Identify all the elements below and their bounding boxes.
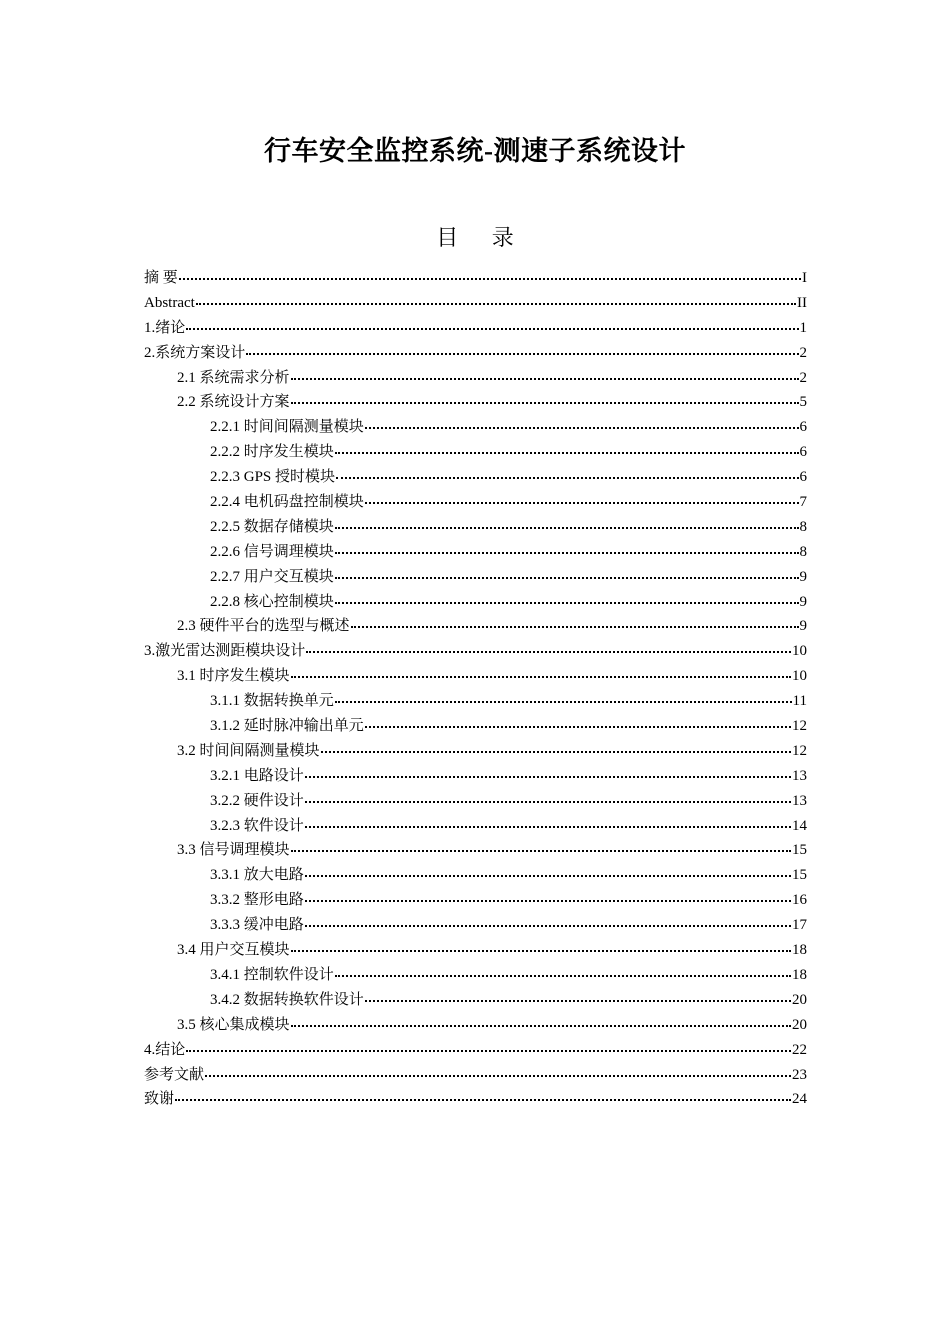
toc-entry-label: 2.2.1 时间间隔测量模块 — [210, 419, 364, 436]
toc-entry-label: 3.1.2 延时脉冲输出单元 — [210, 718, 364, 735]
toc-entry-label: 参考文献 — [144, 1066, 205, 1083]
toc-entry-page-number: 20 — [792, 991, 807, 1008]
toc-entry-page-number: 9 — [799, 593, 807, 610]
toc-entry-label: 3.激光雷达测距模块设计 — [144, 643, 306, 660]
toc-entry[interactable] — [144, 838, 807, 863]
toc-dot-leader — [186, 314, 798, 330]
toc-entry[interactable] — [144, 590, 807, 615]
toc-entry-page-number: 16 — [792, 892, 807, 909]
toc-dot-leader — [291, 388, 799, 404]
toc-entry-page-number: 2 — [799, 369, 807, 386]
toc-entry[interactable] — [144, 739, 807, 764]
toc-entry-label: 2.系统方案设计 — [144, 344, 246, 361]
toc-entry[interactable] — [144, 789, 807, 814]
toc-dot-leader — [335, 513, 799, 529]
toc-dot-leader — [179, 264, 801, 280]
toc-entry-label: 3.4.2 数据转换软件设计 — [210, 991, 364, 1008]
toc-dot-leader — [291, 364, 799, 380]
toc-entry-label: 2.2.4 电机码盘控制模块 — [210, 494, 364, 511]
toc-entry-label: 3.3 信号调理模块 — [177, 842, 290, 859]
toc-entry-label: 1.绪论 — [144, 319, 186, 336]
toc-entry-page-number: 6 — [799, 469, 807, 486]
toc-entry-label: 2.2.3 GPS 授时模块 — [210, 469, 336, 486]
toc-dot-leader — [305, 812, 791, 828]
toc-dot-leader — [335, 538, 799, 554]
toc-entry-page-number: 24 — [792, 1091, 807, 1108]
toc-entry-page-number: 2 — [799, 344, 807, 361]
toc-entry[interactable] — [144, 266, 807, 291]
toc-dot-leader — [175, 1085, 791, 1101]
toc-entry[interactable] — [144, 316, 807, 341]
toc-entry-label: 4.结论 — [144, 1041, 186, 1058]
toc-dot-leader — [291, 662, 791, 678]
toc-entry-page-number: 9 — [799, 568, 807, 585]
toc-entry-label: 3.2.2 硬件设计 — [210, 792, 304, 809]
toc-entry-label: 2.1 系统需求分析 — [177, 369, 290, 386]
toc-dot-leader — [306, 637, 791, 653]
toc-entry-label: 3.2.3 软件设计 — [210, 817, 304, 834]
toc-entry-page-number: 10 — [792, 643, 807, 660]
toc-dot-leader — [291, 836, 791, 852]
toc-entry[interactable] — [144, 341, 807, 366]
toc-entry-page-number: 18 — [792, 966, 807, 983]
toc-entry-page-number: 1 — [799, 319, 807, 336]
toc-heading: 目 录 — [436, 225, 528, 250]
toc-dot-leader — [305, 911, 791, 927]
toc-entry-page-number: II — [797, 294, 807, 311]
toc-entry[interactable] — [144, 689, 807, 714]
toc-entry-page-number: 6 — [799, 444, 807, 461]
document-title: 行车安全监控系统-测速子系统设计 — [264, 136, 686, 166]
toc-entry-label: 3.3.3 缓冲电路 — [210, 917, 304, 934]
toc-entry[interactable] — [144, 714, 807, 739]
toc-entry-label: 2.2.2 时序发生模块 — [210, 444, 334, 461]
toc-entry-label: Abstract — [144, 294, 195, 311]
toc-entry[interactable] — [144, 540, 807, 565]
toc-dot-leader — [291, 936, 791, 952]
toc-entry-page-number: 10 — [792, 668, 807, 685]
toc-entry[interactable] — [144, 465, 807, 490]
toc-entry-page-number: 5 — [799, 394, 807, 411]
toc-entry[interactable] — [144, 390, 807, 415]
toc-entry-label: 3.4.1 控制软件设计 — [210, 966, 334, 983]
toc-dot-leader — [336, 463, 798, 479]
toc-entry-label: 2.2.5 数据存储模块 — [210, 518, 334, 535]
toc-entry-label: 3.3.1 放大电路 — [210, 867, 304, 884]
toc-entry[interactable] — [144, 814, 807, 839]
toc-dot-leader — [305, 861, 791, 877]
toc-entry-page-number: 15 — [792, 842, 807, 859]
toc-entry[interactable] — [144, 888, 807, 913]
toc-dot-leader — [335, 961, 791, 977]
toc-entry-label: 3.3.2 整形电路 — [210, 892, 304, 909]
toc-entry-label: 3.5 核心集成模块 — [177, 1016, 290, 1033]
toc-entry[interactable] — [144, 490, 807, 515]
toc-dot-leader — [335, 563, 799, 579]
toc-dot-leader — [305, 787, 791, 803]
toc-entry-label: 2.2.6 信号调理模块 — [210, 543, 334, 560]
toc-entry-page-number: 12 — [792, 718, 807, 735]
toc-entry-page-number: 12 — [792, 742, 807, 759]
toc-dot-leader — [365, 986, 791, 1002]
toc-entry-label: 3.2.1 电路设计 — [210, 767, 304, 784]
toc-entry-page-number: 13 — [792, 767, 807, 784]
toc-entry-page-number: 8 — [799, 543, 807, 560]
toc-entry-page-number: 13 — [792, 792, 807, 809]
toc-entry-page-number: 20 — [792, 1016, 807, 1033]
toc-entry[interactable] — [144, 366, 807, 391]
toc-entry[interactable] — [144, 1063, 807, 1088]
toc-entry[interactable] — [144, 440, 807, 465]
toc-entry[interactable] — [144, 614, 807, 639]
toc-dot-leader — [335, 438, 799, 454]
toc-dot-leader — [305, 886, 791, 902]
toc-entry[interactable] — [144, 415, 807, 440]
toc-dot-leader — [335, 588, 799, 604]
toc-entry[interactable] — [144, 988, 807, 1013]
toc-entry[interactable] — [144, 764, 807, 789]
toc-entry-page-number: 8 — [799, 518, 807, 535]
toc-entry-page-number: 17 — [792, 917, 807, 934]
toc-entry-label: 摘 要 — [144, 270, 178, 286]
toc-entry[interactable] — [144, 1087, 807, 1112]
toc-entry-label: 2.2.8 核心控制模块 — [210, 593, 334, 610]
toc-dot-leader — [365, 413, 799, 429]
toc-entry-label: 3.4 用户交互模块 — [177, 942, 290, 959]
toc-dot-leader — [321, 737, 791, 753]
toc-entry[interactable] — [144, 963, 807, 988]
toc-dot-leader — [305, 762, 791, 778]
toc-dot-leader — [196, 289, 796, 305]
toc-entry[interactable] — [144, 863, 807, 888]
toc-entry-label: 3.2 时间间隔测量模块 — [177, 742, 320, 759]
toc-dot-leader — [186, 1036, 791, 1052]
toc-dot-leader — [365, 488, 799, 504]
toc-entry-page-number: 14 — [792, 817, 807, 834]
toc-entry-page-number: I — [802, 270, 807, 286]
toc-entry-page-number: 6 — [799, 419, 807, 436]
toc-dot-leader — [351, 612, 799, 628]
toc-entry-label: 2.2.7 用户交互模块 — [210, 568, 334, 585]
toc-entry-label: 2.2 系统设计方案 — [177, 394, 290, 411]
toc-entry[interactable] — [144, 1038, 807, 1063]
toc-entry[interactable] — [144, 1013, 807, 1038]
toc-dot-leader — [205, 1061, 791, 1077]
toc-dot-leader — [291, 1011, 791, 1027]
toc-entry-label: 致谢 — [144, 1091, 175, 1108]
toc-entry[interactable] — [144, 913, 807, 938]
toc-entry-page-number: 9 — [799, 618, 807, 635]
toc-entry-page-number: 11 — [792, 693, 807, 710]
toc-entry[interactable] — [144, 639, 807, 664]
toc-entry[interactable] — [144, 291, 807, 316]
toc-entry-page-number: 23 — [792, 1066, 807, 1083]
toc-entry[interactable] — [144, 938, 807, 963]
toc-entry-page-number: 7 — [799, 494, 807, 511]
toc-entry-label: 2.3 硬件平台的选型与概述 — [177, 618, 350, 635]
toc-dot-leader — [365, 712, 791, 728]
toc-dot-leader — [335, 687, 792, 703]
toc-entry[interactable] — [144, 565, 807, 590]
toc-dot-leader — [246, 339, 798, 355]
toc-entry-label: 3.1.1 数据转换单元 — [210, 693, 334, 710]
toc-entry-label: 3.1 时序发生模块 — [177, 668, 290, 685]
toc-entry-page-number: 15 — [792, 867, 807, 884]
toc-entry-page-number: 22 — [792, 1041, 807, 1058]
table-of-contents — [144, 266, 807, 1112]
toc-entry[interactable] — [144, 515, 807, 540]
toc-entry[interactable] — [144, 664, 807, 689]
toc-entry-page-number: 18 — [792, 942, 807, 959]
